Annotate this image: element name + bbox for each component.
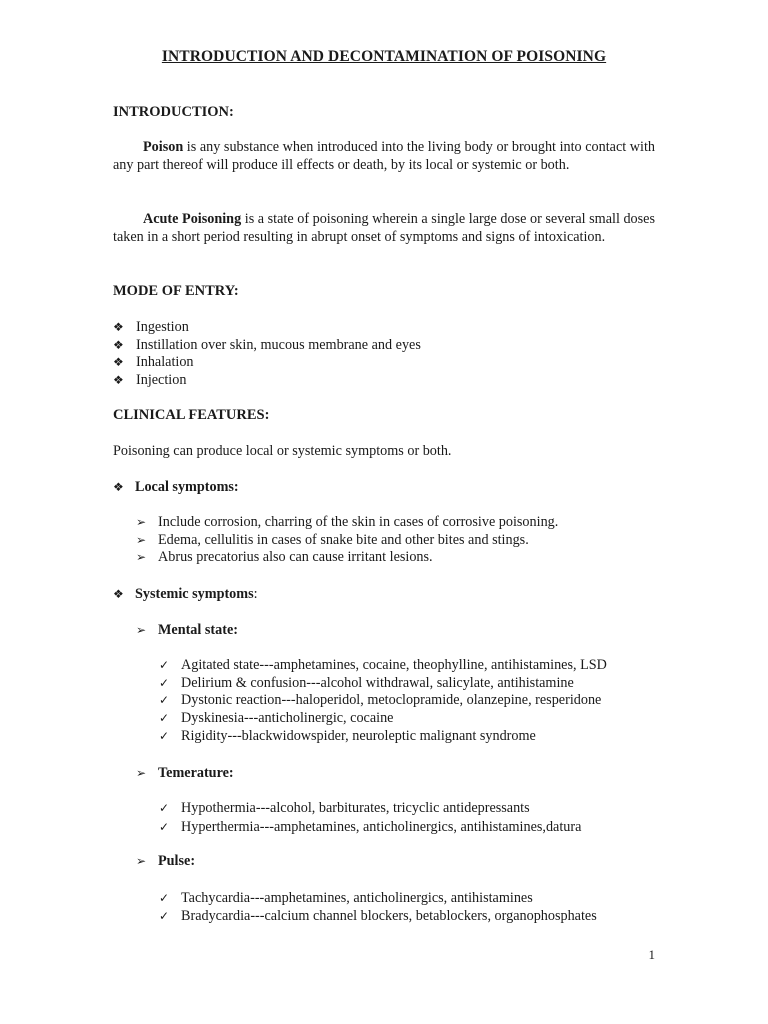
arrow-bullet-icon: ➢ <box>136 623 147 637</box>
list-item: ➢ Abrus precatorius also can cause irritant lesions. <box>136 549 433 566</box>
checkmark-icon: ✓ <box>159 728 170 743</box>
clinical-features-heading: CLINICAL FEATURES: <box>113 407 270 423</box>
checkmark-icon: ✓ <box>159 693 170 708</box>
list-item: ✓ Tachycardia---amphetamines, anticholinergics, antihistamines <box>159 890 533 906</box>
checkmark-icon: ✓ <box>159 801 170 815</box>
systemic-symptoms-heading: ❖ Systemic symptoms: <box>113 586 258 602</box>
pulse-heading: ➢ Pulse: <box>136 853 196 869</box>
checkmark-icon: ✓ <box>159 658 170 672</box>
list-item: ✓ Delirium & confusion---alcohol withdrawal, salicylate, antihistamine <box>159 674 574 691</box>
clinical-intro-text: Poisoning can produce local or systemic symptoms or both. <box>113 443 452 459</box>
mental-state-list <box>159 656 607 744</box>
list-item: ❖ Injection <box>113 372 187 389</box>
arrow-bullet-icon: ➢ <box>136 532 147 547</box>
checkmark-icon: ✓ <box>159 711 170 726</box>
diamond-bullet-icon: ❖ <box>113 480 124 494</box>
page-title: INTRODUCTION AND DECONTAMINATION OF POISONING <box>161 48 607 65</box>
pulse-list <box>159 889 597 924</box>
list-item: ✓ Dyskinesia---anticholinergic, cocaine <box>159 710 394 727</box>
diamond-bullet-icon: ❖ <box>113 337 124 352</box>
local-symptoms-list <box>136 513 558 566</box>
list-item: ✓ Hypothermia---alcohol, barbiturates, tricyclic antidepressants <box>159 800 530 816</box>
checkmark-icon: ✓ <box>159 891 170 905</box>
mental-state-heading: ➢ Mental state: <box>136 622 238 638</box>
poison-text: is any substance when introduced into the living body or brought into contact with any part thereof will produce ill effects or death, by its local or systemic or both. <box>113 139 655 173</box>
checkmark-icon: ✓ <box>159 675 170 690</box>
list-item: ✓ Agitated state---amphetamines, cocaine, theophylline, antihistamines, LSD <box>159 657 607 673</box>
local-symptoms-heading: ❖ Local symptoms: <box>113 479 239 495</box>
diamond-bullet-icon: ❖ <box>113 320 124 334</box>
temperature-list <box>159 799 581 836</box>
checkmark-icon: ✓ <box>159 820 170 834</box>
list-item: ✓ Bradycardia---calcium channel blockers, betablockers, organophosphates <box>159 907 597 924</box>
checkmark-icon: ✓ <box>159 908 170 923</box>
arrow-bullet-icon: ➢ <box>136 854 147 868</box>
list-item: ➢ Edema, cellulitis in cases of snake bite and other bites and stings. <box>136 531 529 548</box>
page-number: 1 <box>648 947 655 962</box>
temperature-heading: ➢ Temerature: <box>136 765 234 781</box>
list-item: ✓ Rigidity---blackwidowspider, neuroleptic malignant syndrome <box>159 727 536 744</box>
acute-poisoning-definition <box>113 210 655 246</box>
arrow-bullet-icon: ➢ <box>136 550 147 565</box>
list-item: ❖ Instillation over skin, mucous membrane and eyes <box>113 336 421 353</box>
list-item: ❖ Ingestion <box>113 319 189 335</box>
list-item: ✓ Hyperthermia---amphetamines, anticholinergics, antihistamines,datura <box>159 819 582 835</box>
poison-term: Poison <box>143 139 184 155</box>
arrow-bullet-icon: ➢ <box>136 515 147 529</box>
introduction-heading: INTRODUCTION: <box>113 104 234 120</box>
list-item: ➢ Include corrosion, charring of the skin in cases of corrosive poisoning. <box>136 514 559 530</box>
diamond-bullet-icon: ❖ <box>113 373 124 388</box>
list-item: ✓ Dystonic reaction---haloperidol, metoclopramide, olanzepine, resperidone <box>159 692 602 709</box>
arrow-bullet-icon: ➢ <box>136 766 147 780</box>
list-item: ❖ Inhalation <box>113 354 194 371</box>
acute-text: is a state of poisoning wherein a single large dose or several small doses taken in a short period resulting in abrupt onset of symptoms and signs of intoxication. <box>113 211 655 245</box>
mode-of-entry-list <box>113 318 421 389</box>
diamond-bullet-icon: ❖ <box>113 355 124 370</box>
poison-definition <box>113 138 655 174</box>
acute-term: Acute Poisoning <box>143 211 242 227</box>
mode-of-entry-heading: MODE OF ENTRY: <box>113 283 239 299</box>
diamond-bullet-icon: ❖ <box>113 587 124 601</box>
